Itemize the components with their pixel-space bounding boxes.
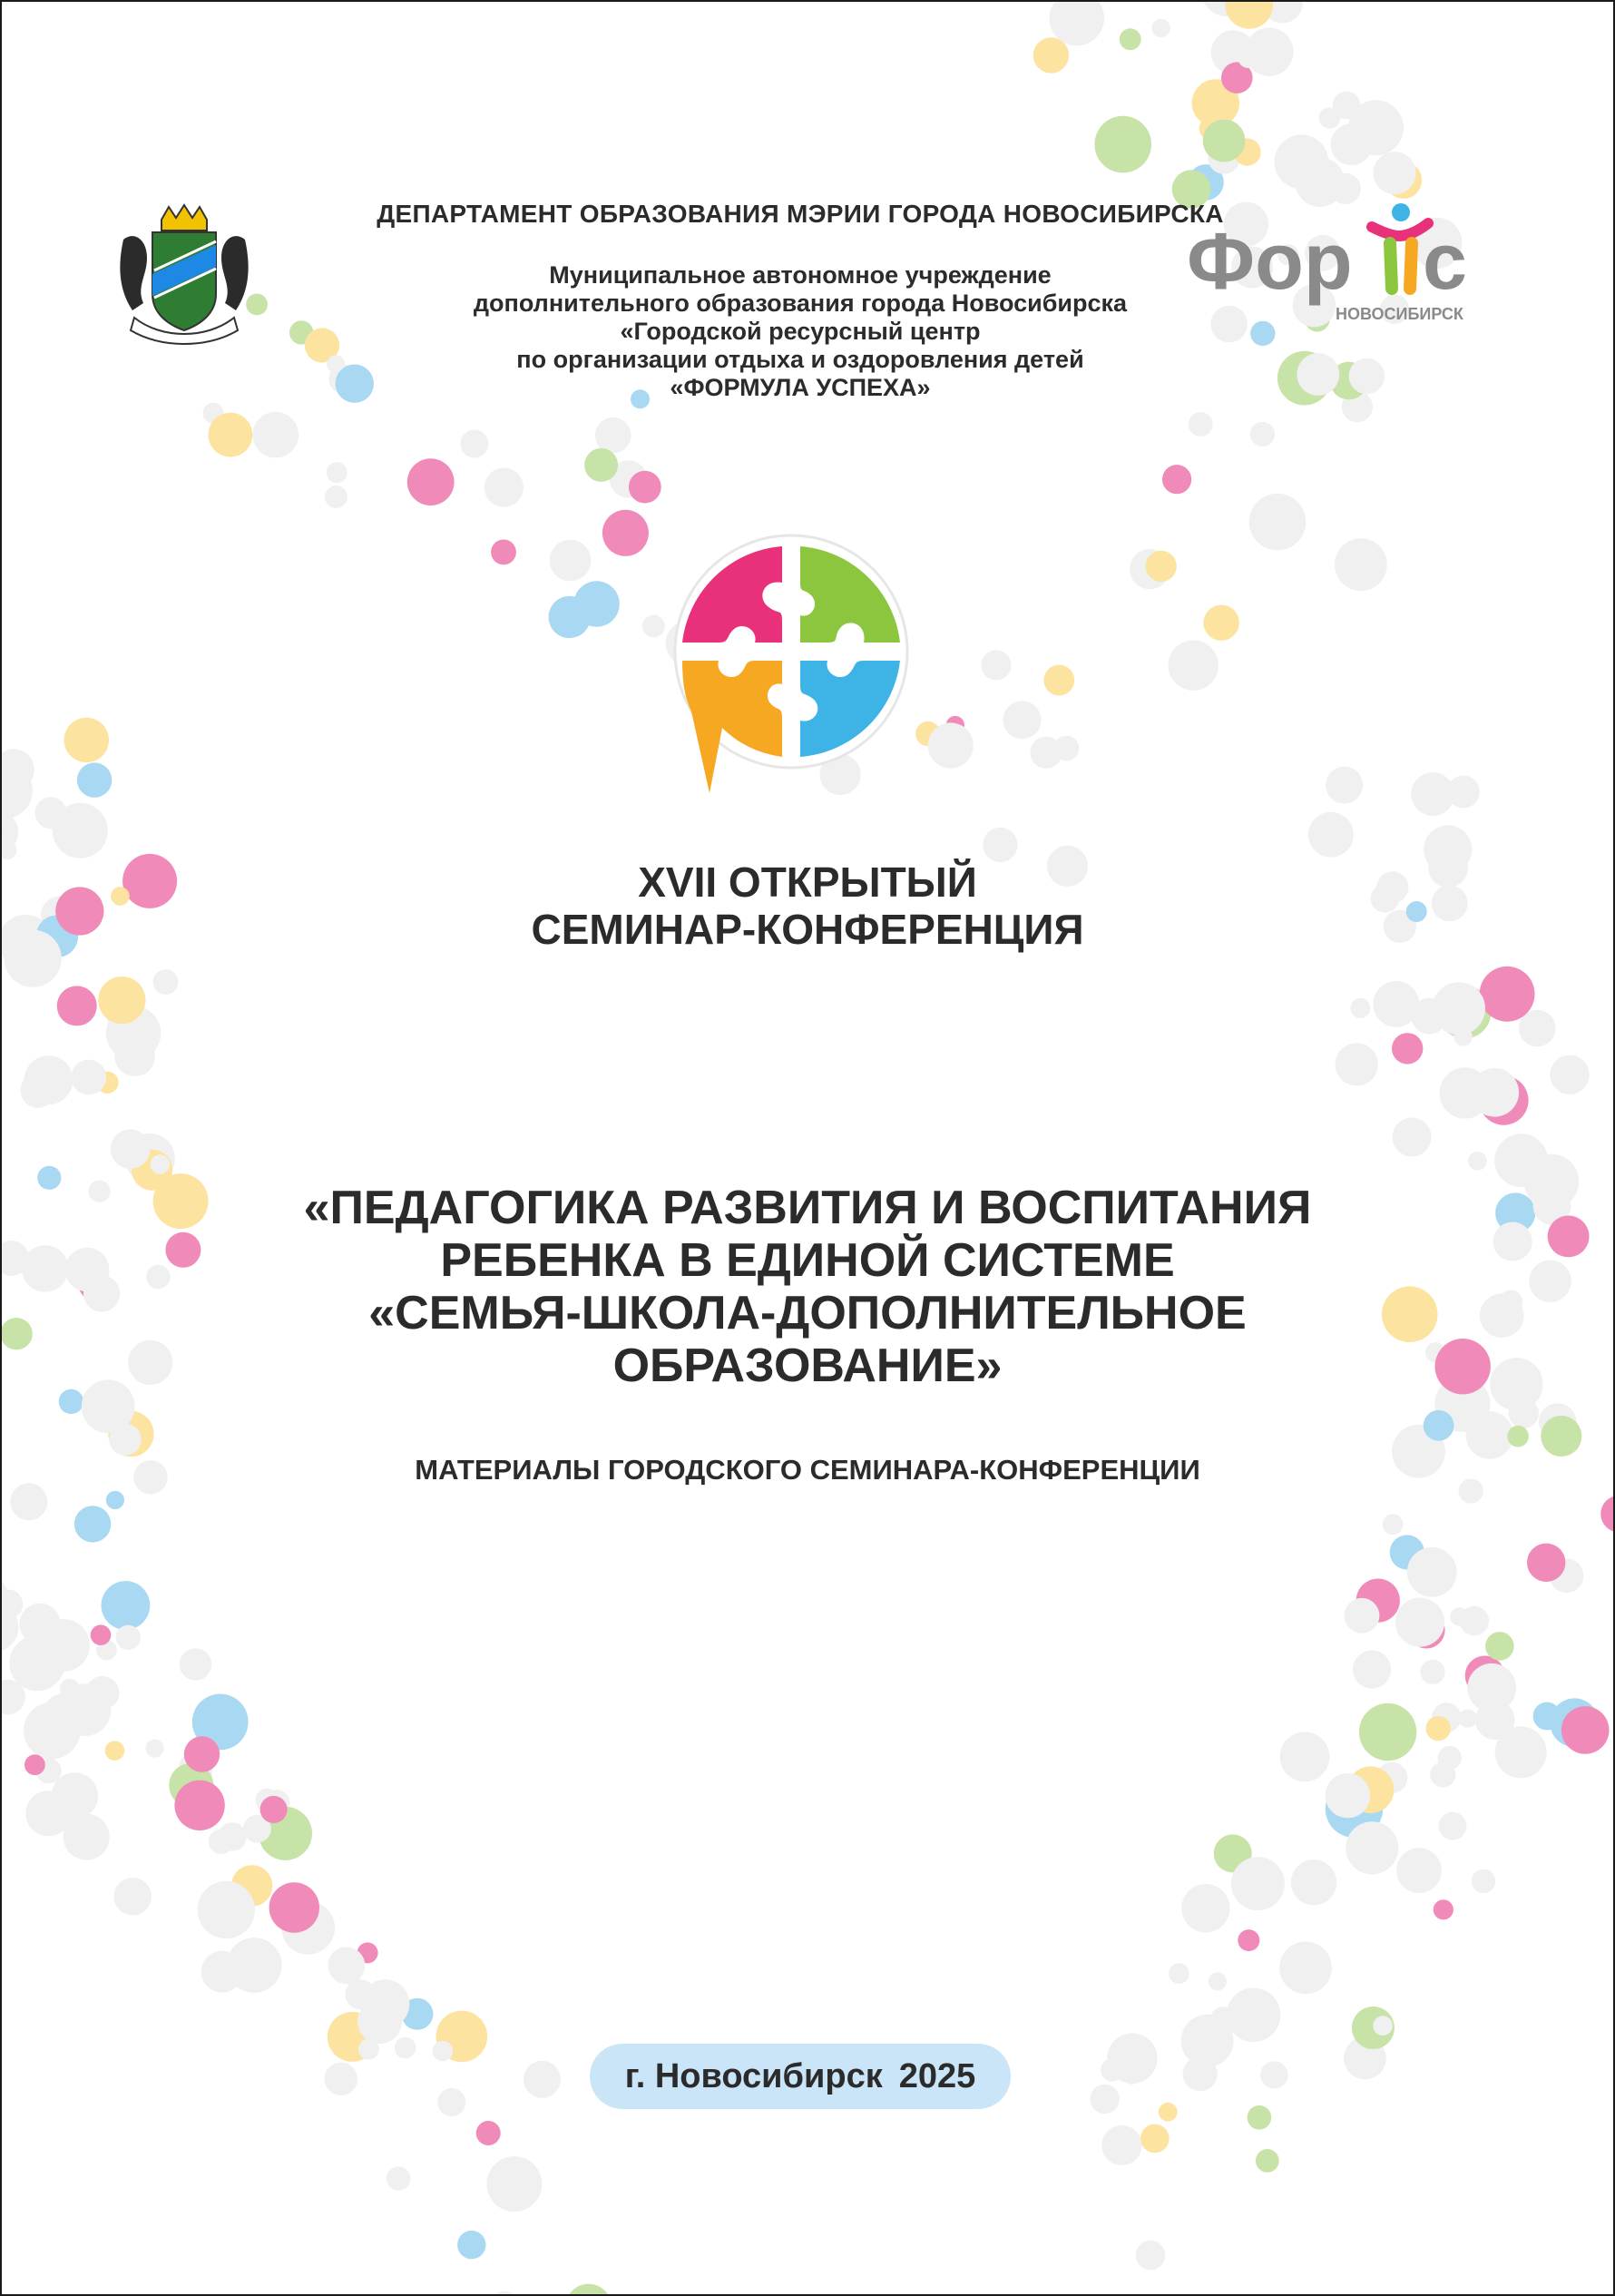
decorative-dot: [1326, 1773, 1370, 1818]
decorative-dot: [24, 1754, 45, 1775]
decorative-dot: [1373, 2016, 1393, 2036]
decorative-dot: [227, 1938, 282, 1993]
decorative-dot: [524, 2061, 561, 2098]
decorative-dot: [1231, 1857, 1285, 1910]
decorative-dot: [1426, 1716, 1451, 1741]
decorative-dot: [21, 1073, 56, 1108]
decorative-dot: [1238, 1929, 1259, 1951]
decorative-dot: [983, 828, 1017, 862]
decorative-dot: [1345, 1598, 1380, 1634]
decorative-dot: [1600, 1496, 1613, 1532]
decorative-dot: [488, 2291, 522, 2294]
theme-line: «ПЕДАГОГИКА РАЗВИТИЯ И ВОСПИТАНИЯ: [303, 1182, 1312, 1234]
decorative-dot: [64, 718, 109, 762]
organization-line: «ФОРМУЛА УСПЕХА»: [670, 374, 931, 401]
decorative-dot: [1183, 2056, 1218, 2091]
decorative-dot: [460, 430, 488, 458]
decorative-dot: [1375, 1835, 1397, 1858]
decorative-dot: [209, 413, 253, 457]
decorative-dot: [116, 1625, 141, 1650]
decorative-dot: [1181, 1884, 1229, 1932]
decorative-dot: [77, 762, 112, 797]
decorative-dot: [629, 471, 661, 504]
decorative-dot: [71, 1060, 106, 1095]
decorative-dot: [327, 462, 347, 483]
decorative-dot: [1291, 1859, 1336, 1905]
decorative-dot: [1336, 1043, 1378, 1085]
decorative-dot: [1226, 2, 1274, 29]
decorative-dot: [1101, 2125, 1141, 2165]
seminar-title: [2, 859, 1613, 953]
decorative-dot: [1392, 1033, 1423, 1064]
decorative-dot: [1238, 48, 1258, 68]
decorative-dot: [1203, 120, 1246, 162]
decorative-dot: [437, 2088, 465, 2116]
decorative-dot: [1260, 2061, 1287, 2088]
organization-line: по организации отдыха и оздоровления детей: [516, 346, 1084, 373]
decorative-dot: [1280, 1732, 1330, 1781]
fores-word-end: с: [1423, 216, 1467, 306]
decorative-dot: [106, 1491, 124, 1509]
decorative-dot: [1169, 641, 1219, 691]
decorative-dot: [602, 510, 649, 556]
decorative-dot: [1495, 1726, 1547, 1778]
materials-subtitle: МАТЕРИАЛЫ ГОРОДСКОГО СЕМИНАРА-КОНФЕРЕНЦИИ: [415, 1454, 1200, 1486]
decorative-dot: [253, 412, 299, 458]
theme-line: ОБРАЗОВАНИЕ»: [612, 1339, 1003, 1392]
decorative-dot: [595, 417, 631, 454]
decorative-dot: [1169, 1963, 1189, 1984]
decorative-dot: [358, 2039, 379, 2060]
decorative-dot: [1256, 2149, 1279, 2173]
decorative-dot: [1353, 1651, 1391, 1689]
decorative-dot: [1459, 1710, 1477, 1728]
city-year-badge: [590, 2044, 1011, 2109]
decorative-dot: [1159, 2103, 1178, 2122]
decorative-dot: [1374, 152, 1416, 194]
decorative-dot: [1033, 37, 1069, 73]
decorative-dot: [206, 1700, 238, 1732]
decorative-dot: [114, 1036, 155, 1077]
decorative-dot: [1395, 1598, 1444, 1647]
decorative-dot: [491, 540, 516, 565]
decorative-dot: [59, 1389, 83, 1414]
decorative-dot: [1541, 1416, 1581, 1457]
decorative-dot: [184, 1736, 220, 1771]
decorative-dot: [35, 797, 67, 829]
decorative-dot: [325, 486, 347, 508]
seminar-line: СЕМИНАР-КОНФЕРЕНЦИЯ: [531, 906, 1084, 953]
decorative-dot: [1383, 1514, 1404, 1535]
fores-caption: НОВОСИБИРСК: [1336, 305, 1463, 323]
decorative-dot: [9, 1635, 64, 1691]
decorative-dot: [1335, 538, 1387, 591]
decorative-dot: [1209, 2007, 1237, 2034]
decorative-dot: [44, 1693, 82, 1732]
decorative-dot: [476, 2121, 501, 2145]
decorative-dot: [1319, 107, 1340, 128]
decorative-dot: [1509, 1398, 1539, 1428]
decorative-dot: [1447, 776, 1480, 809]
department-title: ДЕПАРТАМЕНТ ОБРАЗОВАНИЯ МЭРИИ ГОРОДА НОВОСИБИРСКА: [377, 200, 1224, 228]
decorative-dot: [218, 1822, 246, 1850]
decorative-dot: [1162, 465, 1191, 494]
decorative-dot: [433, 2041, 454, 2062]
decorative-dot: [1151, 19, 1170, 37]
decorative-dot: [151, 1154, 170, 1173]
decorative-dot: [64, 1814, 110, 1860]
decorative-dot: [1561, 1706, 1610, 1754]
decorative-dot: [1407, 1547, 1457, 1597]
decorative-dot: [1527, 1544, 1565, 1582]
decorative-dot: [10, 1483, 47, 1520]
decorative-dot: [1090, 2085, 1119, 2114]
decorative-dot: [1331, 123, 1373, 165]
decorative-dot: [1507, 1426, 1529, 1447]
decorative-dot: [1434, 1899, 1454, 1919]
year-label: 2025: [898, 2056, 976, 2095]
decorative-dot: [146, 1740, 164, 1758]
decorative-dot: [74, 1506, 111, 1542]
decorative-dot: [1440, 1067, 1491, 1118]
decorative-dot: [1421, 1660, 1445, 1684]
decorative-dot: [1203, 605, 1238, 641]
organization-name: [2, 261, 1599, 402]
city-label: г. Новосибирск: [624, 2056, 883, 2095]
decorative-dot: [1250, 422, 1275, 446]
decorative-dot: [1003, 701, 1042, 739]
decorative-dot: [981, 650, 1011, 680]
decorative-dot: [1279, 1941, 1332, 1994]
theme-line: РЕБЕНКА В ЕДИНОЙ СИСТЕМЕ: [440, 1234, 1175, 1287]
theme-title: [2, 1182, 1613, 1392]
decorative-dot: [928, 722, 974, 768]
decorative-dot: [113, 1878, 152, 1916]
decorative-dot: [1468, 1152, 1487, 1171]
decorative-dot: [1094, 116, 1151, 173]
decorative-dot: [1236, 1989, 1274, 2027]
organization-line: дополнительного образования города Новосибирска: [473, 289, 1128, 317]
decorative-dot: [328, 1947, 366, 1984]
decorative-dot: [1140, 2124, 1170, 2154]
decorative-dot: [387, 2166, 411, 2191]
decorative-dot: [1308, 812, 1354, 858]
decorative-dot: [1209, 1972, 1227, 1990]
decorative-dot: [1043, 665, 1074, 696]
decorative-dot: [1393, 1118, 1432, 1157]
decorative-dot: [1450, 1607, 1468, 1625]
fores-word-start: Фор: [1187, 216, 1353, 306]
decorative-dot: [153, 969, 179, 995]
decorative-dot: [198, 1881, 255, 1938]
organization-line: Муниципальное автономное учреждение: [549, 261, 1052, 289]
decorative-dot: [1480, 966, 1535, 1022]
decorative-dot: [1326, 767, 1363, 804]
decorative-dot: [1396, 1848, 1442, 1893]
decorative-dot: [550, 540, 592, 582]
decorative-dot: [98, 976, 145, 1024]
decorative-dot: [1466, 1411, 1513, 1458]
decorative-dot: [1350, 998, 1370, 1018]
decorative-dot: [1248, 2105, 1272, 2130]
decorative-dot: [57, 986, 97, 1025]
decorative-dot: [91, 1624, 112, 1645]
decorative-dot: [111, 1129, 151, 1169]
decorative-dot: [1030, 737, 1062, 769]
decorative-dot: [484, 468, 524, 507]
puzzle-speech-bubble-icon: [655, 534, 927, 806]
decorative-dot: [1120, 28, 1141, 50]
decorative-dot: [457, 2231, 485, 2259]
decorative-dot: [1439, 1812, 1467, 1840]
decorative-dot: [105, 1741, 125, 1761]
decorative-dot: [1433, 982, 1485, 1035]
organization-line: «Городской ресурсный центр: [620, 318, 981, 345]
decorative-dot: [1485, 1632, 1514, 1661]
decorative-dot: [180, 1648, 211, 1680]
decorative-dot: [1249, 494, 1307, 551]
decorative-dot: [565, 2284, 612, 2294]
decorative-dot: [486, 2156, 542, 2212]
seminar-line: XVII ОТКРЫТЫЙ: [638, 859, 977, 906]
decorative-dot: [1146, 551, 1177, 582]
theme-line: «СЕМЬЯ-ШКОЛА-ДОПОЛНИТЕЛЬНОЕ: [368, 1287, 1247, 1339]
decorative-dot: [174, 1781, 224, 1830]
decorative-dot: [1550, 1055, 1589, 1094]
decorative-dot: [584, 448, 618, 482]
decorative-dot: [1122, 2065, 1141, 2085]
decorative-dot: [260, 1796, 288, 1823]
decorative-dot: [407, 458, 455, 505]
decorative-dot: [1359, 1703, 1416, 1761]
decorative-dot: [325, 2063, 357, 2095]
decorative-dot: [346, 1979, 376, 2009]
decorative-dot: [395, 2037, 416, 2059]
decorative-dot: [1189, 412, 1213, 437]
decorative-dot: [1438, 1746, 1462, 1770]
decorative-dot: [101, 1581, 150, 1630]
decorative-dot: [1136, 2241, 1166, 2271]
decorative-dot: [573, 581, 619, 626]
decorative-dot: [25, 1791, 71, 1836]
decorative-dot: [1424, 1410, 1454, 1441]
decorative-dot: [269, 1882, 319, 1932]
decorative-dot: [1472, 1869, 1495, 1893]
